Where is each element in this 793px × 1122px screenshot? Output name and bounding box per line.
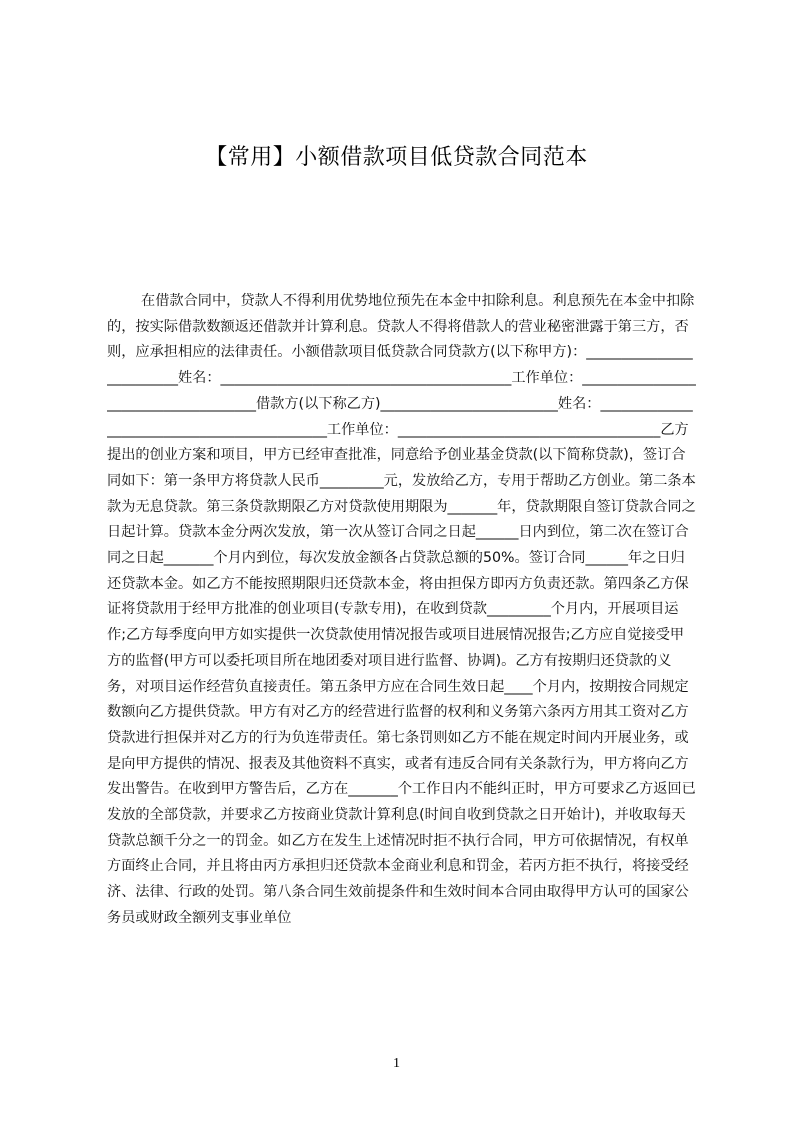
document-title: 【常用】小额借款项目低贷款合同范本 — [205, 145, 588, 170]
document-body — [107, 289, 697, 932]
page-number: 1 — [393, 1056, 400, 1071]
body-paragraph: 在借款合同中，贷款人不得利用优势地位预先在本金中扣除利息。利息预先在本金中扣除的，按实际借款数额返还借款并计算利息。贷款人不得将借款人的营业秘密泄露于第三方，否则，应承担相应的法律责任。小额借款项目低贷款合同贷款方(以下称甲方)：_________________________姓名：_________________________________________工作单位：_____________________________________借款方(以下称乙方)_________________________姓名：____________________________________________工作单位：_____________________________________乙方提出的创业方案和项目，甲方已经审查批准，同意给予创业基金贷款(以下简称贷款)，签订合同如下：第一条甲方将贷款人民币_________元，发放给乙方，专用于帮助乙方创业。第二条本款为无息贷款。第三条贷款期限乙方对贷款使用期限为_______年，贷款期限自签订贷款合同之日起计算。贷款本金分两次发放，第一次从签订合同之日起______日内到位，第二次在签订合同之日起_______个月内到位，每次发放金额各占贷款总额的50%。签订合同______年之日归还贷款本金。如乙方不能按照期限归还贷款本金，将由担保方即丙方负责还款。第四条乙方保证将贷款用于经甲方批准的创业项目(专款专用)，在收到贷款_________个月内，开展项目运作;乙方每季度向甲方如实提供一次贷款使用情况报告或项目进展情况报告;乙方应自觉接受甲方的监督(甲方可以委托项目所在地团委对项目进行监督、协调)。乙方有按期归还贷款的义务，对项目运作经营负直接责任。第五条甲方应在合同生效日起____个月内，按期按合同规定数额向乙方提供贷款。甲方有对乙方的经营进行监督的权利和义务第六条丙方用其工资对乙方贷款进行担保并对乙方的行为负连带责任。第七条罚则如乙方不能在规定时间内开展业务，或是向甲方提供的情况、报表及其他资料不真实，或者有违反合同有关条款行为，甲方将向乙方发出警告。在收到甲方警告后，乙方在_______个工作日内不能纠正时，甲方可要求乙方返回已发放的全部贷款，并要求乙方按商业贷款计算利息(时间自收到贷款之日开始计)，并收取每天贷款总额千分之一的罚金。如乙方在发生上述情况时拒不执行合同，甲方可依据情况，有权单方面终止合同，并且将由丙方承担归还贷款本金商业利息和罚金，若丙方拒不执行，将接受经济、法律、行政的处罚。第八条合同生效前提条件和生效时间本合同由取得甲方认可的国家公务员或财政全额列支事业单位 — [107, 293, 696, 926]
